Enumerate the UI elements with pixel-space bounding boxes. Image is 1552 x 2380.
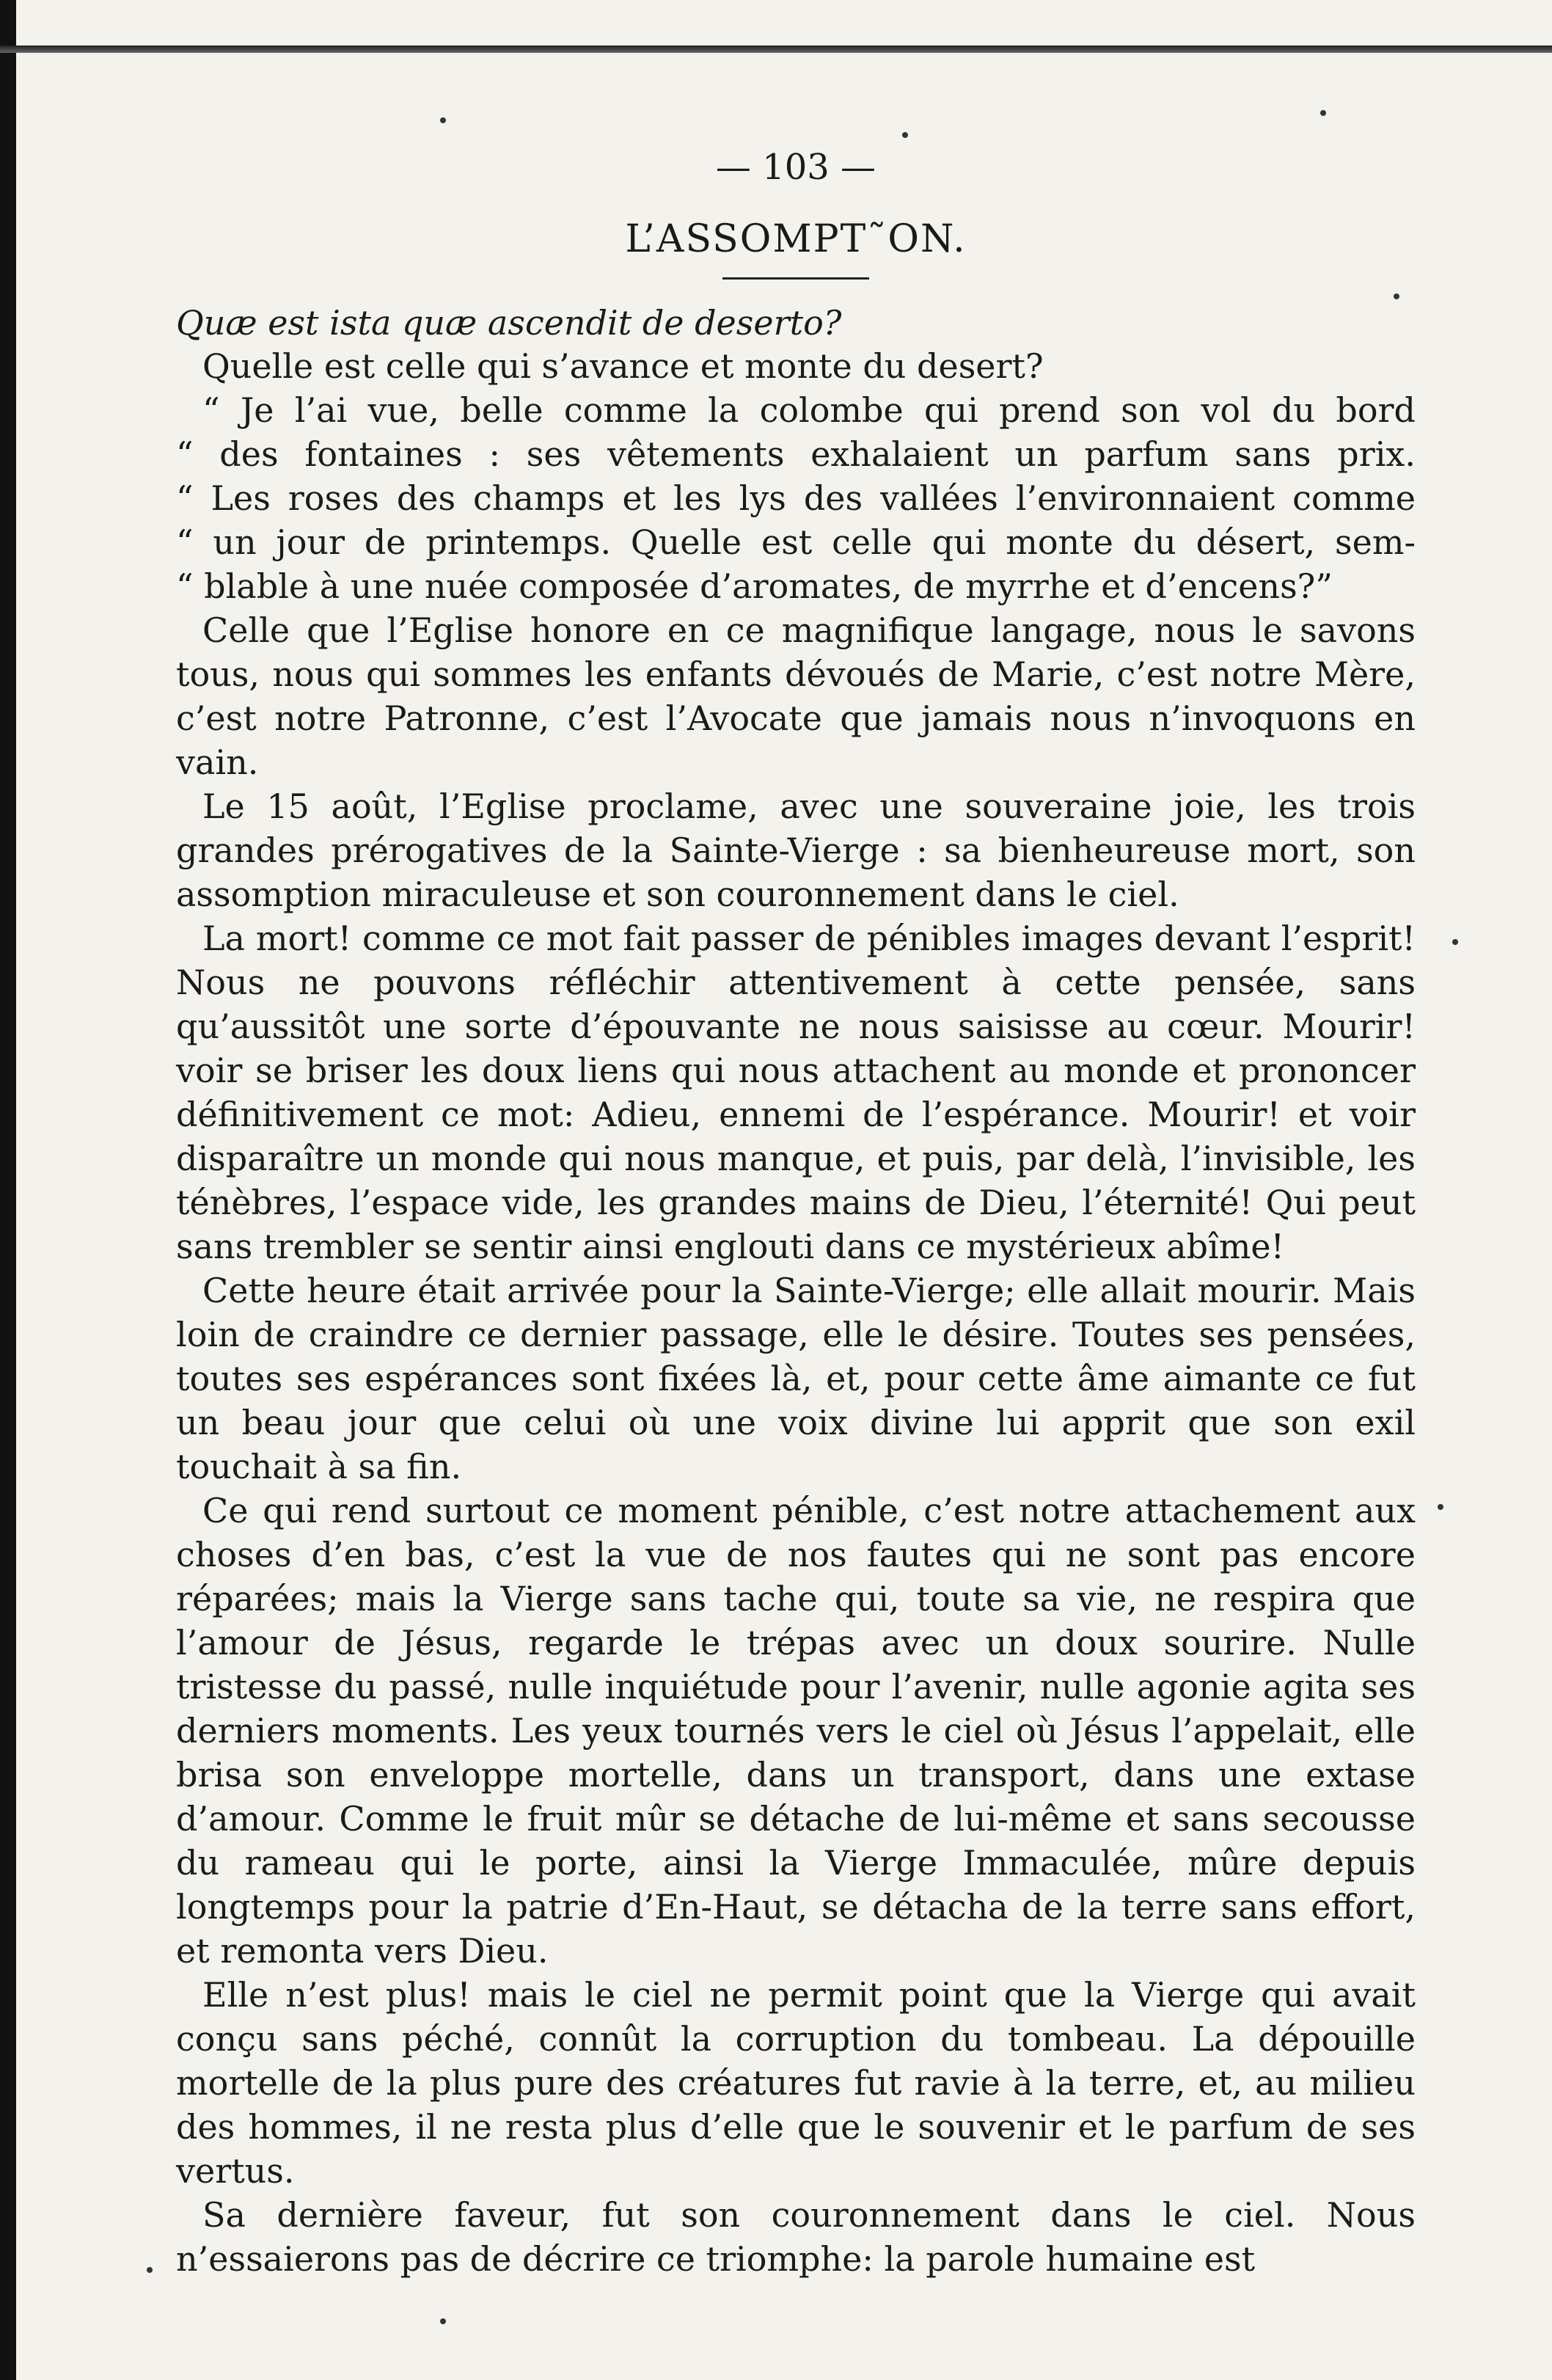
title-divider (722, 277, 869, 280)
quote-line: “ Les roses des champs et les lys des vallées l’environnaient comme (176, 478, 1416, 518)
page-number: — 103 — (715, 147, 876, 188)
quotation-block (176, 344, 1416, 608)
print-speck (1320, 110, 1326, 116)
print-speck (1394, 293, 1399, 299)
body-text (176, 608, 1416, 2281)
quote-line: “ blable à une nuée composée d’aromates, de myrrhe et d’encens?” (176, 566, 1333, 606)
quote-line: “ un jour de printemps. Quelle est celle qui monte du désert, sem- (176, 522, 1416, 562)
print-speck (902, 132, 908, 138)
chapter-title: L’ASSOMPT˜ON. (625, 217, 967, 261)
print-speck (1438, 1504, 1443, 1510)
quote-line: “ Je l’ai vue, belle comme la colombe qui prend son vol du bord (202, 390, 1416, 430)
paragraph: Ce qui rend surtout ce moment pénible, c’est notre attachement aux choses d’en bas, c’est la vue de nos fautes qui ne sont pas encore réparées; mais la Vierge sans tache qui, toute sa vie, ne respira que l’amour de Jésus, regarde le trépas avec un doux sourire. Nulle tristesse du passé, nulle inquiétude pour l’avenir, nulle agonie agita ses derniers moments. Les yeux tournés vers le ciel où Jésus l’appelait, elle brisa son enveloppe mortelle, dans un transport, dans une extase d’amour. Comme le fruit mûr se détache de lui-même et sans secousse du rameau qui le porte, ainsi la Vierge Immaculée, mûre depuis longtemps pour la patrie d’En-Haut, se détacha de la terre sans effort, et remonta vers Dieu. (176, 1491, 1416, 1971)
paragraph: Elle n’est plus! mais le ciel ne permit point que la Vierge qui avait conçu sans péché, connût la corruption du tombeau. La dépouille mortelle de la plus pure des créatures fut ravie à la terre, et, au milieu des hommes, il ne resta plus d’elle que le souvenir et le parfum de ses vertus. (176, 1975, 1416, 2191)
latin-epigraph: Quæ est ista quæ ascendit de deserto? (176, 303, 842, 343)
paragraph: Sa dernière faveur, fut son couronnement dans le ciel. Nous n’essaierons pas de décrire ce triomphe: la parole humaine est (176, 2195, 1416, 2279)
scan-binding-edge (0, 0, 16, 2380)
scan-top-edge (0, 45, 1552, 53)
paragraph: Le 15 août, l’Eglise proclame, avec une souveraine joie, les trois grandes prérogatives de la Sainte-Vierge : sa bienheureuse mort, son assomption miraculeuse et son couronnement dans le ciel. (176, 786, 1416, 914)
print-speck (147, 2267, 153, 2273)
book-page (176, 117, 1416, 2281)
print-speck (440, 2318, 446, 2324)
print-speck (440, 117, 446, 123)
paragraph: La mort! comme ce mot fait passer de pénibles images devant l’esprit! Nous ne pouvons réfléchir attentivement à cette pensée, sans qu’aussitôt une sorte d’épouvante ne nous saisisse au cœur. Mourir! voir se briser les doux liens qui nous attachent au monde et prononcer définitivement ce mot: Adieu, ennemi de l’espérance. Mourir! et voir disparaître un monde qui nous manque, et puis, par delà, l’invisible, les ténèbres, l’espace vide, les grandes mains de Dieu, l’éternité! Qui peut sans trembler se sentir ainsi englouti dans ce mystérieux abîme! (176, 919, 1416, 1266)
paragraph: Cette heure était arrivée pour la Sainte-Vierge; elle allait mourir. Mais loin de craindre ce dernier passage, elle le désire. Toutes ses pensées, toutes ses espérances sont fixées là, et, pour cette âme aimante ce fut un beau jour que celui où une voix divine lui apprit que son exil touchait à sa fin. (176, 1271, 1416, 1486)
quote-line: “ des fontaines : ses vêtements exhalaient un parfum sans prix. (176, 434, 1416, 474)
paragraph: Celle que l’Eglise honore en ce magnifique langage, nous le savons tous, nous qui sommes les enfants dévoués de Marie, c’est notre Mère, c’est notre Patronne, c’est l’Avocate que jamais nous n’invoquons en vain. (176, 610, 1416, 782)
quote-line: Quelle est celle qui s’avance et monte du desert? (202, 346, 1044, 386)
print-speck (1452, 939, 1458, 945)
